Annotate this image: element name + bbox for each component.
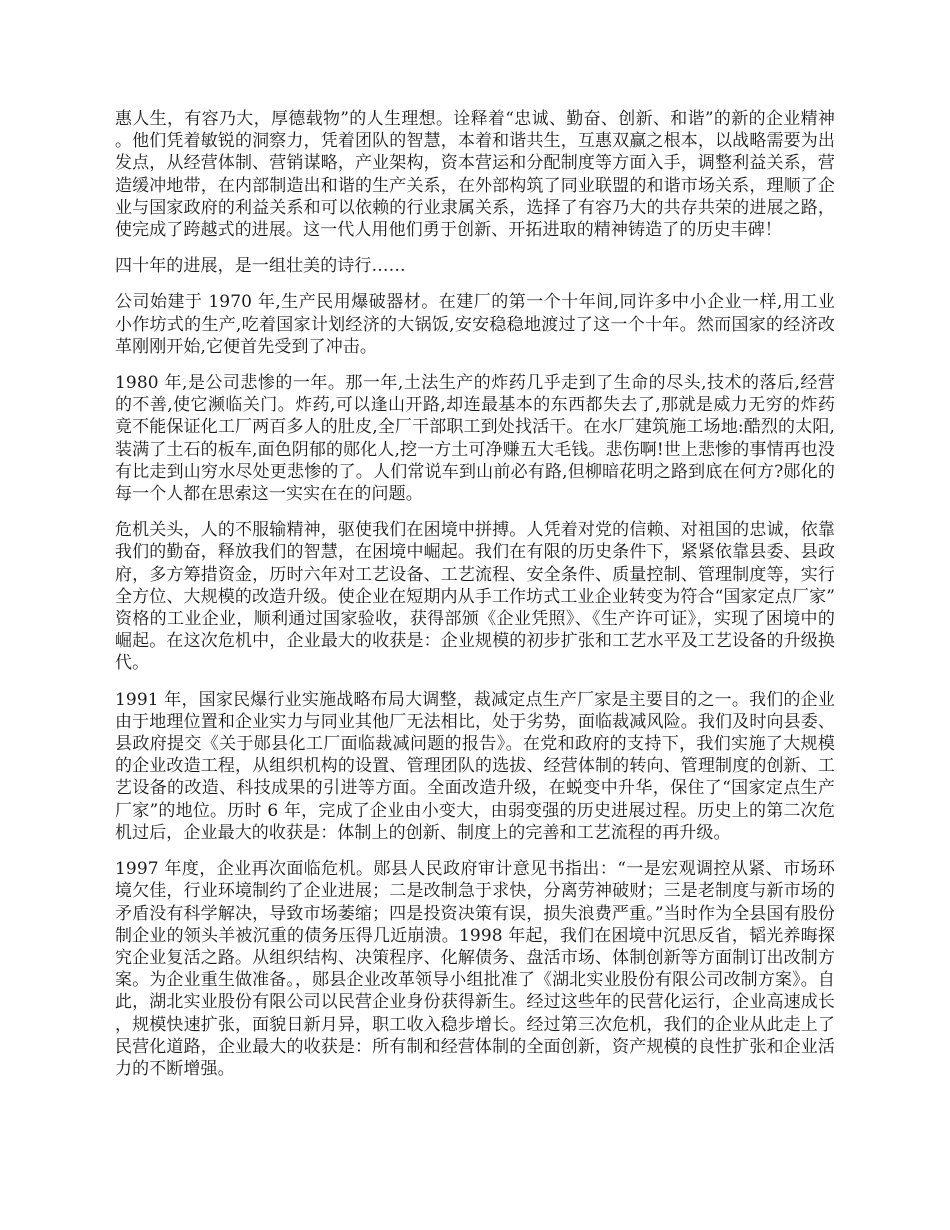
paragraph-founding-1970: 公司始建于 1970 年,生产民用爆破器材。在建厂的第一个十年间,同许多中小企业一样,用工业小作坊式的生产,吃着国家计划经济的大锅饭,安安稳稳地渡过了这一个十年。然而国家的经济改革刚刚开始,它便首先受到了冲击。 [115,292,835,357]
paragraph-forty-years: 四十年的进展，是一组壮美的诗行…… [115,256,406,277]
paragraph-adjustment-1991: 1991 年，国家民爆行业实施战略布局大调整，裁减定点生产厂家是主要目的之一。我们的企业由于地理位置和企业实力与同业其他厂无法相比，处于劣势，面临裁减风险。我们及时向县委、县政府提交《关于郧县化工厂面临裁减问题的报告》。在党和政府的支持下，我们实施了大规模的企业改造工程，从组织机构的设置、管理团队的选拔、经营体制的转向、管理制度的创新、工艺设备的改造、科技成果的引进等方面。全面改造升级，在蜕变中升华，保住了“国家定点生产厂家”的地位。历时 6 年，完成了企业由小变大，由弱变强的历史进展过程。历史上的第二次危机过后，企业最大的收获是：体制上的创新、制度上的完善和工艺流程的再升级。 [115,689,835,843]
paragraph-enterprise-spirit: 惠人生，有容乃大，厚德载物”的人生理想。诠释着“忠诚、勤奋、创新、和谐”的新的企业精神。他们凭着敏锐的洞察力，凭着团队的智慧，本着和谐共生，互惠双赢之根本，以战略需要为出发点，从经营体制、营销谋略，产业架构，资本营运和分配制度等方面入手，调整利益关系，营造缓冲地带，在内部制造出和谐的生产关系，在外部构筑了同业联盟的和谐市场关系，理顺了企业与国家政府的利益关系和可以依赖的行业隶属关系，选择了有容乃大的共存共荣的进展之路，使完成了跨越式的进展。这一代人用他们勇于创新、开拓进取的精神铸造了的历史丰碑！ [115,109,835,241]
document-body [115,108,835,1094]
paragraph-crisis-1997: 1997 年度，企业再次面临危机。郧县人民政府审计意见书指出：“一是宏观调控从紧、市场环境欠佳，行业环境制约了企业进展；二是改制急于求快，分离劳神破财；三是老制度与新市场的矛盾没有科学解决，导致市场萎缩；四是投资决策有误，损失浪费严重。”当时作为全县国有股份制企业的领头羊被沉重的债务压得几近崩溃。1998 年起，我们在困境中沉思反省，韬光养晦探究企业复活之路。从组织结构、决策程序、化解债务、盘活市场、体制创新等方面制订出改制方案。为企业重生做准备。，郧县企业改革领导小组批准了《湖北实业股份有限公司改制方案》。自此，湖北实业股份有限公司以民营企业身份获得新生。经过这些年的民营化运行，企业高速成长，规模快速扩张，面貌日新月异，职工收入稳步增长。经过第三次危机，我们的企业从此走上了民营化道路，企业最大的收获是：所有制和经营体制的全面创新，资产规模的良性扩张和企业活力的不断增强。 [115,859,835,1079]
paragraph-crisis-1980: 1980 年,是公司悲惨的一年。那一年,土法生产的炸药几乎走到了生命的尽头,技术的落后,经营的不善,使它濒临关门。炸药,可以逢山开路,却连最基本的东西都失去了,那就是威力无穷的炸药竟不能保证化工厂两百多人的肚皮,全厂干部职工到处找活干。在水厂建筑施工场地:酷烈的太阳,装满了土石的板车,面色阴郁的郧化人,挖一方土可净赚五大毛钱。悲伤啊!世上悲惨的事情再也没有比走到山穷水尽处更悲惨的了。人们常说车到山前必有路,但柳暗花明之路到底在何方?郧化的每一个人都在思索这一实实在在的问题。 [115,373,835,505]
paragraph-rise-from-adversity: 危机关头，人的不服输精神，驱使我们在困境中拼搏。人凭着对党的信赖、对祖国的忠诚，依靠我们的勤奋，释放我们的智慧，在困境中崛起。我们在有限的历史条件下，紧紧依靠县委、县政府，多方筹措资金，历时六年对工艺设备、工艺流程、安全条件、质量控制、管理制度等，实行全方位、大规模的改造升级。使企业在短期内从手工作坊式工业企业转变为符合“国家定点厂家”资格的工业企业，顺利通过国家验收，获得部颁《企业凭照》、《生产许可证》，实现了困境中的崛起。在这次危机中，企业最大的收获是：企业规模的初步扩张和工艺水平及工艺设备的升级换代。 [115,520,835,674]
